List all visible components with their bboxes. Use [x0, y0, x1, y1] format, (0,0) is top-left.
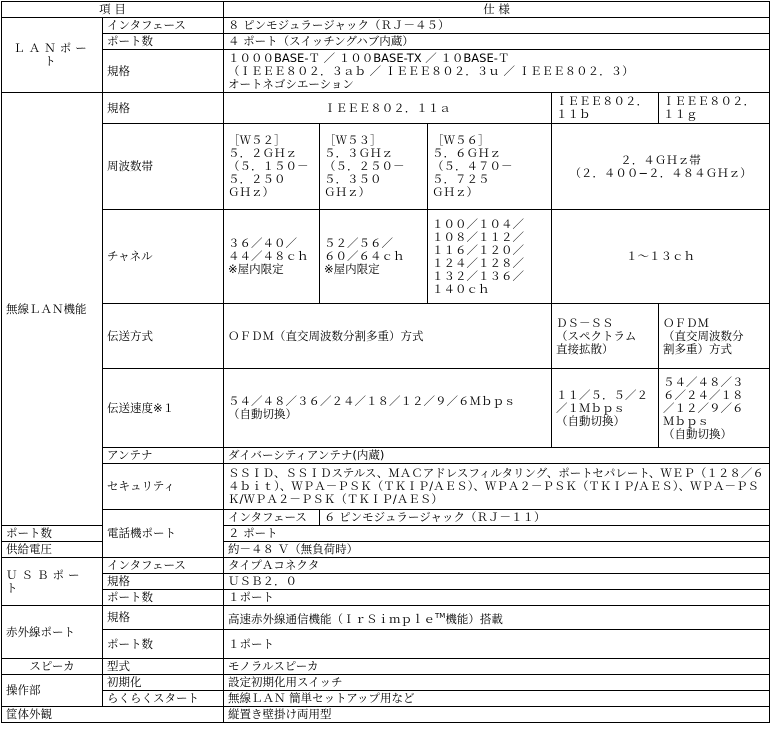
row-label: ポート数 [103, 34, 224, 50]
header-row [2, 2, 770, 18]
row-label: インタフェース [224, 510, 320, 526]
group-controls: 操作部 [2, 675, 103, 707]
group-wlan: 無線ＬＡＮ機能 [2, 93, 103, 526]
wlan-mod-a: ＯＦＤＭ（直交周波数分割多重）方式 [224, 304, 552, 369]
group-usb: ＵＳＢポート [2, 558, 103, 606]
row-label: インタフェース [103, 18, 224, 34]
ir-standard-row [2, 606, 770, 630]
wlan-channel-row [2, 210, 770, 304]
row-value: 無線ＬＡＮ 簡単セットアップ用など [224, 691, 770, 707]
wlan-antenna-row [2, 448, 770, 464]
group-lan: ＬＡＮポート [2, 18, 103, 93]
wlan-rate-a: ５４／４８／３６／２４／１８／１２／９／６Ｍｂｐｓ （自動切換） [224, 369, 552, 448]
row-value: 約－４８ Ｖ（無負荷時） [224, 542, 770, 558]
wlan-mod-g: ＯＦＤＭ （直交周波数分 割多重）方式 [659, 304, 770, 369]
row-label: ポート数 [103, 590, 224, 606]
row-label: 伝送方式 [103, 304, 224, 369]
header-spec: 仕 様 [224, 2, 770, 18]
speaker-row [2, 659, 770, 675]
wlan-security-row [2, 464, 770, 510]
row-value: ４ ポート（スイッチングハブ内蔵） [224, 34, 770, 50]
wlan-mod-row [2, 304, 770, 369]
wlan-std-b: ＩＥＥＥ８０２．１１ｂ [552, 93, 659, 124]
row-value: １ポート [224, 590, 770, 606]
row-label: 周波数帯 [103, 124, 224, 210]
row-value: タイプＡコネクタ [224, 558, 770, 574]
row-label: 規格 [103, 50, 224, 93]
wlan-band-bg: ２．４ＧＨｚ帯 （２．４００−２．４８４ＧＨｚ） [552, 124, 770, 210]
row-label: チャネル [103, 210, 224, 304]
wlan-ch-w53: ５２／５６／ ６０／６４ｃｈ ※屋内限定 [320, 210, 428, 304]
row-label: 規格 [103, 93, 224, 124]
wlan-mod-b: ＤＳ－ＳＳ （スペクトラム 直接拡散） [552, 304, 659, 369]
wlan-ch-w52: ３６／４０／ ４４／４８ｃｈ ※屋内限定 [224, 210, 320, 304]
group-ir: 赤外線ポート [2, 606, 103, 659]
ir-std-pre: 高速赤外線通信機能（ＩｒＳｉｍｐｌｅ [228, 611, 435, 626]
wlan-std-a: ＩＥＥＥ８０２．１１ａ [224, 93, 552, 124]
row-value: ＳＳＩＤ、ＳＳＩＤステルス、ＭＡＣアドレスフィルタリング、ポートセパレート、ＷＥＰ（１２８／６４ｂｉｔ）、ＷＰＡ－ＰＳＫ（ＴＫＩＰ/ＡＥＳ）、ＷＰＡ２－ＰＳＫ（ＴＫＩＰ/ＡＥＳ）、ＷＰＡ－ＰＳＫ/ＷＰＡ２－ＰＳＫ（ＴＫＩＰ/ＡＥＳ） [224, 464, 770, 510]
wlan-band-w52: ［Ｗ５２］ ５．２ＧＨｚ （５．１５０－ ５．２５０ ＧＨｚ） [224, 124, 320, 210]
wlan-band-w53: ［Ｗ５３］ ５．３ＧＨｚ （５．２５０－ ５．３５０ ＧＨｚ） [320, 124, 428, 210]
header-item: 項 目 [2, 2, 224, 18]
row-value: ダイバーシティアンテナ(内蔵) [224, 448, 770, 464]
row-value: １ポート [224, 630, 770, 659]
lan-standard-row [2, 50, 770, 93]
group-housing: 筐体外観 [2, 707, 224, 723]
usb-standard-row [2, 574, 770, 590]
wlan-band-row [2, 124, 770, 210]
row-value: 設定初期化用スイッチ [224, 675, 770, 691]
wlan-rate-g: ５４／４８／３ ６／２４／１８ ／１２／９／６ Ｍｂｐｓ （自動切換） [659, 369, 770, 448]
controls-init-row [2, 675, 770, 691]
wlan-std-g: ＩＥＥＥ８０２．１１ｇ [659, 93, 770, 124]
ir-std-tm: TM [435, 611, 446, 620]
usb-ports-row [2, 590, 770, 606]
row-value [224, 606, 770, 630]
row-label: インタフェース [103, 558, 224, 574]
row-value: ６ ピンモジュラージャック（ＲＪ－１１） [320, 510, 770, 526]
row-value: ２ ポート [224, 526, 770, 542]
wlan-band-w56: ［Ｗ５６］ ５．６ＧＨｚ （５．４７０－ ５．７２５ ＧＨｚ） [428, 124, 552, 210]
row-label: 供給電圧 [2, 542, 103, 558]
housing-row [2, 707, 770, 723]
row-label: らくらくスタート [103, 691, 224, 707]
row-label: ポート数 [2, 526, 103, 542]
row-label: 規格 [103, 606, 224, 630]
wlan-ch-w56: １００／１０４／ １０８／１１２／ １１６／１２０／ １２４／１２８／ １３２／１３６／ １４０ｃｈ [428, 210, 552, 304]
row-label: 初期化 [103, 675, 224, 691]
row-label: 伝送速度※１ [103, 369, 224, 448]
lan-interface-row [2, 18, 770, 34]
row-label: アンテナ [103, 448, 224, 464]
row-value: ＵＳＢ２．０ [224, 574, 770, 590]
wlan-rate-row [2, 369, 770, 448]
group-speaker: スピーカ [2, 659, 103, 675]
group-phone: 電話機ポート [103, 510, 224, 558]
row-value: 縦置き壁掛け両用型 [224, 707, 770, 723]
row-label: ポート数 [103, 630, 224, 659]
ir-std-post: 機能）搭載 [445, 611, 503, 626]
row-label: 規格 [103, 574, 224, 590]
lan-ports-row [2, 34, 770, 50]
ir-ports-row [2, 630, 770, 659]
row-value: モノラルスピーカ [224, 659, 770, 675]
wlan-ch-bg: １～１３ｃｈ [552, 210, 770, 304]
row-value: ８ ピンモジュラージャック（ＲＪ－４５） [224, 18, 770, 34]
usb-interface-row [2, 558, 770, 574]
spec-table [1, 1, 770, 723]
row-value: １０００BASE-Ｔ ／ １００BASE-TX ／ １０BASE-Ｔ （ＩＥＥＥ８０２．３ａｂ ／ ＩＥＥＥ８０２．３ｕ ／ ＩＥＥＥ８０２．３） オートネゴシエーション [224, 50, 770, 93]
phone-interface-row [2, 510, 770, 526]
wlan-standard-row [2, 93, 770, 124]
row-label: セキュリティ [103, 464, 224, 510]
row-label: 型式 [103, 659, 224, 675]
controls-easy-row [2, 691, 770, 707]
wlan-rate-b: １１／５．５／２ ／１Ｍｂｐｓ （自動切換） [552, 369, 659, 448]
